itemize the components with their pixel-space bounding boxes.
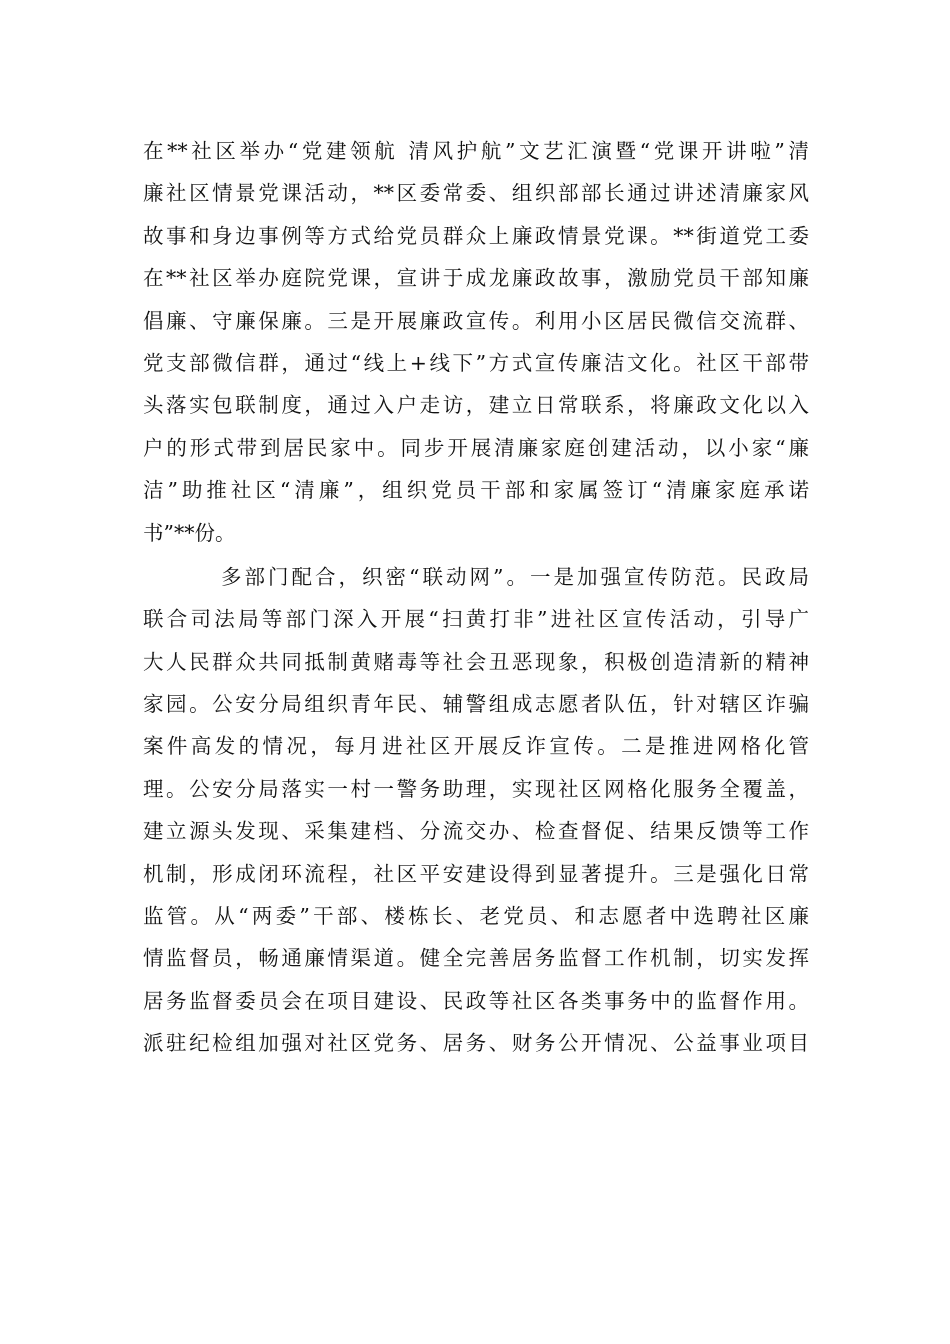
- text-line: 大人民群众共同抵制黄赌毒等社会丑恶现象，积极创造清新的精神: [143, 649, 809, 674]
- text-line: 故事和身边事例等方式给党员群众上廉政情景党课。**街道党工委: [143, 223, 809, 248]
- text-line: 在**社区举办庭院党课，宣讲于成龙廉政故事，激励党员干部知廉: [143, 266, 809, 291]
- text-line: 居务监督委员会在项目建设、民政等社区各类事务中的监督作用。: [143, 988, 809, 1013]
- text-line: 建立源头发现、采集建档、分流交办、检查督促、结果反馈等工作: [143, 819, 809, 844]
- text-line: 户的形式带到居民家中。同步开展清廉家庭创建活动，以小家“廉: [143, 435, 809, 460]
- text-line: 倡廉、守廉保廉。三是开展廉政宣传。利用小区居民微信交流群、: [143, 308, 809, 333]
- text-line: 机制，形成闭环流程，社区平安建设得到显著提升。三是强化日常: [143, 861, 809, 886]
- text-line: 联合司法局等部门深入开展“扫黄打非”进社区宣传活动，引导广: [143, 607, 809, 632]
- text-line: 家园。公安分局组织青年民、辅警组成志愿者队伍，针对辖区诈骗: [143, 692, 809, 717]
- paragraph-1: [143, 130, 809, 554]
- text-line: 情监督员，畅通廉情渠道。健全完善居务监督工作机制，切实发挥: [143, 946, 809, 971]
- text-line: 案件高发的情况，每月进社区开展反诈宣传。二是推进网格化管: [143, 734, 809, 759]
- text-line-first-indented: 多部门配合，织密“联动网”。一是加强宣传防范。民政局: [221, 564, 809, 589]
- text-line: 派驻纪检组加强对社区党务、居务、财务公开情况、公益事业项目: [143, 1031, 809, 1056]
- document-body: [143, 130, 809, 1065]
- text-line: 廉社区情景党课活动，**区委常委、组织部部长通过讲述清廉家风: [143, 181, 809, 206]
- text-line-last: 书”**份。: [143, 520, 236, 545]
- text-line: 理。公安分局落实一村一警务助理，实现社区网格化服务全覆盖，: [143, 776, 809, 801]
- text-line: 头落实包联制度，通过入户走访，建立日常联系，将廉政文化以入: [143, 393, 809, 418]
- text-line: 洁”助推社区“清廉”，组织党员干部和家属签订“清廉家庭承诺: [143, 478, 809, 503]
- text-line: 在**社区举办“党建领航 清风护航”文艺汇演暨“党课开讲啦”清: [143, 139, 809, 163]
- paragraph-2: [143, 556, 809, 1065]
- text-line: 监管。从“两委”干部、楼栋长、老党员、和志愿者中选聘社区廉: [143, 904, 809, 929]
- text-line: 党支部微信群，通过“线上+线下”方式宣传廉洁文化。社区干部带: [143, 350, 809, 375]
